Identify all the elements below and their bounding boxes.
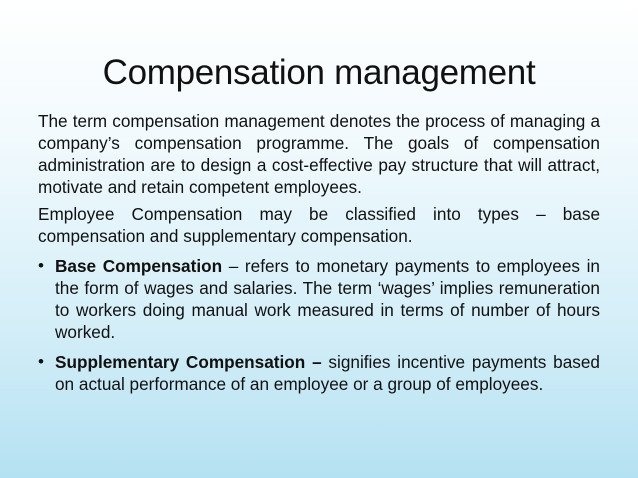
bullet-description: – refers to monetary payments to employees in the form of wages and salaries. The term ‘wages’ implies remuneration to workers doing manual work measured in terms of number of hours worked. <box>55 256 600 342</box>
bullet-term: Supplementary Compensation – <box>55 352 322 372</box>
bullet-dot-icon: • <box>38 256 44 275</box>
bullet-text <box>55 351 600 395</box>
intro-paragraph: The term compensation management denotes the process of managing a company’s compensation programme. The goals of compensation administration are to design a cost-effective pay structure that will attract, motivate and retain competent employees. <box>38 111 600 197</box>
bullet-list <box>38 255 600 395</box>
bullet-term: Base Compensation <box>55 256 223 276</box>
bullet-text <box>55 255 600 343</box>
slide-body <box>38 110 600 395</box>
classification-paragraph: Employee Compensation may be classified into types – base compensation and supplementary compensation. <box>38 204 600 246</box>
bullet-dot-icon: • <box>38 352 44 371</box>
bullet-description: signifies incentive payments based on actual performance of an employee or a group of employees. <box>55 352 600 394</box>
bullet-item-supplementary-compensation <box>38 351 600 395</box>
slide-title: Compensation management <box>102 53 536 93</box>
bullet-item-base-compensation <box>38 255 600 343</box>
